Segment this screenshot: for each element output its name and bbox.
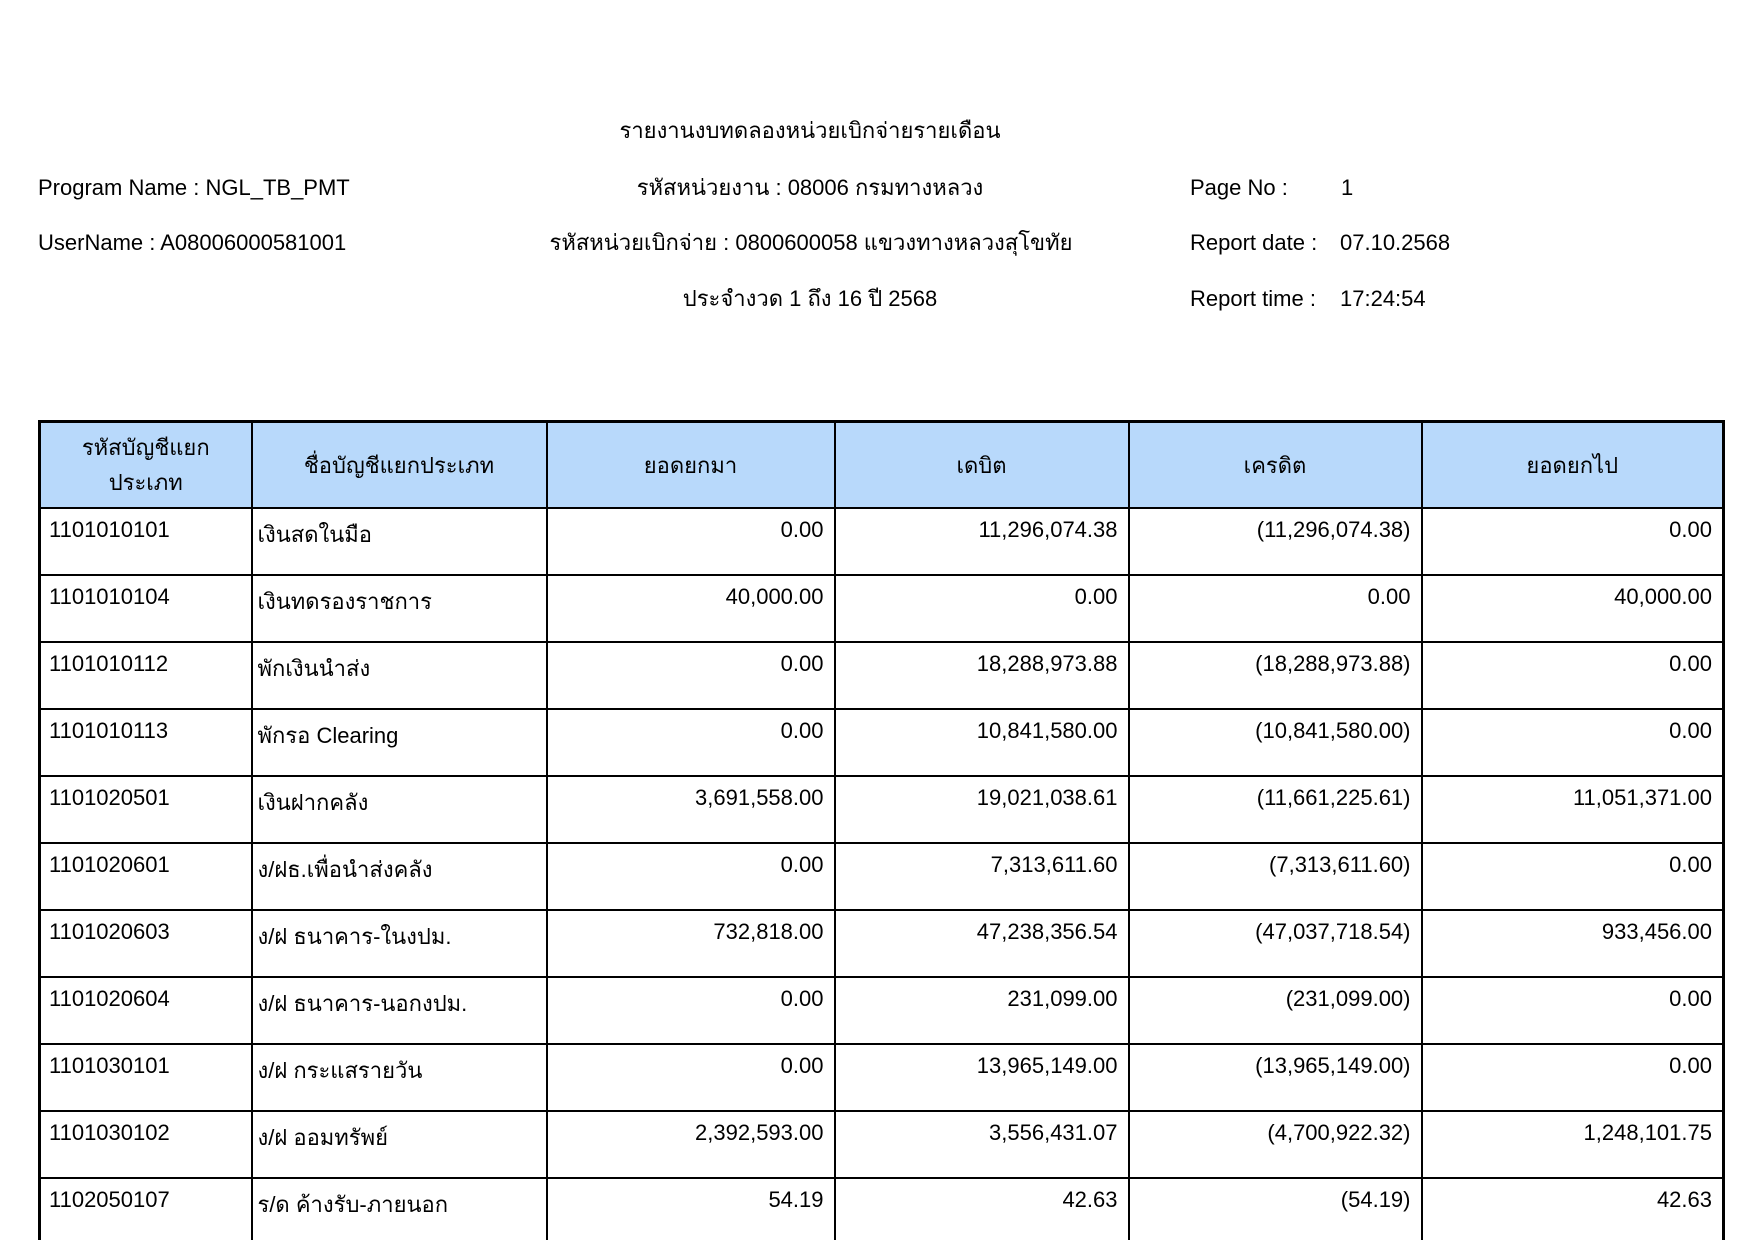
opening-balance-cell: 0.00 xyxy=(547,1044,835,1111)
closing-balance-cell: 933,456.00 xyxy=(1422,910,1724,977)
account-code-cell: 1101020604 xyxy=(40,977,252,1044)
table-body xyxy=(40,508,1724,1240)
account-code-cell: 1101010104 xyxy=(40,575,252,642)
opening-balance-cell: 0.00 xyxy=(547,642,835,709)
debit-cell: 3,556,431.07 xyxy=(835,1111,1129,1178)
account-name-cell: ง/ฝ ออมทรัพย์ xyxy=(252,1111,547,1178)
disbursing-unit-code: รหัสหน่วยเบิกจ่าย : 0800600058 แขวงทางหลวงสุโขทัย xyxy=(549,230,1073,255)
report-period: ประจำงวด 1 ถึง 16 ปี 2568 xyxy=(682,286,938,311)
debit-cell: 11,296,074.38 xyxy=(835,508,1129,575)
debit-cell: 18,288,973.88 xyxy=(835,642,1129,709)
credit-cell: (4,700,922.32) xyxy=(1129,1111,1422,1178)
report-time-value: 17:24:54 xyxy=(1340,286,1426,311)
table-row xyxy=(40,1044,1724,1111)
closing-balance-cell: 0.00 xyxy=(1422,508,1724,575)
account-code-cell: 1101010112 xyxy=(40,642,252,709)
table-row xyxy=(40,1178,1724,1240)
opening-balance-cell: 2,392,593.00 xyxy=(547,1111,835,1178)
account-name-cell: เงินฝากคลัง xyxy=(252,776,547,843)
debit-cell: 231,099.00 xyxy=(835,977,1129,1044)
table-row xyxy=(40,508,1724,575)
account-code-cell: 1101020603 xyxy=(40,910,252,977)
column-header-closing-balance: ยอดยกไป xyxy=(1422,422,1724,509)
table-row xyxy=(40,575,1724,642)
column-header-account-name: ชื่อบัญชีแยกประเภท xyxy=(252,422,547,509)
table-row xyxy=(40,977,1724,1044)
credit-cell: (7,313,611.60) xyxy=(1129,843,1422,910)
closing-balance-cell: 40,000.00 xyxy=(1422,575,1724,642)
closing-balance-cell: 0.00 xyxy=(1422,1044,1724,1111)
account-name-cell: ง/ฝ ธนาคาร-ในงปม. xyxy=(252,910,547,977)
closing-balance-cell: 0.00 xyxy=(1422,642,1724,709)
agency-code: รหัสหน่วยงาน : 08006 กรมทางหลวง xyxy=(636,175,984,200)
account-code-cell: 1101010101 xyxy=(40,508,252,575)
table-row xyxy=(40,910,1724,977)
column-header-credit: เครดิต xyxy=(1129,422,1422,509)
account-code-cell: 1102050107 xyxy=(40,1178,252,1240)
closing-balance-cell: 0.00 xyxy=(1422,843,1724,910)
closing-balance-cell: 1,248,101.75 xyxy=(1422,1111,1724,1178)
closing-balance-cell: 0.00 xyxy=(1422,977,1724,1044)
account-name-cell: พักเงินนำส่ง xyxy=(252,642,547,709)
debit-cell: 7,313,611.60 xyxy=(835,843,1129,910)
column-header-debit: เดบิต xyxy=(835,422,1129,509)
credit-cell: (10,841,580.00) xyxy=(1129,709,1422,776)
opening-balance-cell: 3,691,558.00 xyxy=(547,776,835,843)
closing-balance-cell: 0.00 xyxy=(1422,709,1724,776)
account-name-cell: ร/ด ค้างรับ-ภายนอก xyxy=(252,1178,547,1240)
page-no-value: 1 xyxy=(1341,175,1354,200)
user-name: UserName : A08006000581001 xyxy=(38,230,347,255)
account-code-cell: 1101020601 xyxy=(40,843,252,910)
table-header-row xyxy=(40,422,1724,509)
credit-cell: (231,099.00) xyxy=(1129,977,1422,1044)
credit-cell: (13,965,149.00) xyxy=(1129,1044,1422,1111)
table-row xyxy=(40,642,1724,709)
credit-cell: (11,661,225.61) xyxy=(1129,776,1422,843)
opening-balance-cell: 732,818.00 xyxy=(547,910,835,977)
table-row xyxy=(40,843,1724,910)
report-date-value: 07.10.2568 xyxy=(1340,230,1451,255)
program-name: Program Name : NGL_TB_PMT xyxy=(38,175,350,200)
report-time-label: Report time : xyxy=(1190,286,1316,311)
debit-cell: 42.63 xyxy=(835,1178,1129,1240)
report-title: รายงานงบทดลองหน่วยเบิกจ่ายรายเดือน xyxy=(619,118,1001,143)
debit-cell: 47,238,356.54 xyxy=(835,910,1129,977)
account-name-cell: ง/ฝ ธนาคาร-นอกงปม. xyxy=(252,977,547,1044)
report-date-label: Report date : xyxy=(1190,230,1318,255)
account-name-cell: เงินทดรองราชการ xyxy=(252,575,547,642)
column-header-opening-balance: ยอดยกมา xyxy=(547,422,835,509)
opening-balance-cell: 0.00 xyxy=(547,977,835,1044)
closing-balance-cell: 42.63 xyxy=(1422,1178,1724,1240)
debit-cell: 13,965,149.00 xyxy=(835,1044,1129,1111)
opening-balance-cell: 0.00 xyxy=(547,709,835,776)
account-name-cell: เงินสดในมือ xyxy=(252,508,547,575)
account-code-cell: 1101030101 xyxy=(40,1044,252,1111)
account-name-cell: พักรอ Clearing xyxy=(252,709,547,776)
page-no-label: Page No : xyxy=(1190,175,1288,200)
debit-cell: 0.00 xyxy=(835,575,1129,642)
debit-cell: 10,841,580.00 xyxy=(835,709,1129,776)
account-name-cell: ง/ฝ กระแสรายวัน xyxy=(252,1044,547,1111)
account-name-cell: ง/ฝธ.เพื่อนำส่งคลัง xyxy=(252,843,547,910)
table-row xyxy=(40,776,1724,843)
credit-cell: (54.19) xyxy=(1129,1178,1422,1240)
credit-cell: (47,037,718.54) xyxy=(1129,910,1422,977)
closing-balance-cell: 11,051,371.00 xyxy=(1422,776,1724,843)
trial-balance-table xyxy=(38,420,1725,1240)
opening-balance-cell: 40,000.00 xyxy=(547,575,835,642)
opening-balance-cell: 54.19 xyxy=(547,1178,835,1240)
opening-balance-cell: 0.00 xyxy=(547,843,835,910)
credit-cell: 0.00 xyxy=(1129,575,1422,642)
account-code-cell: 1101010113 xyxy=(40,709,252,776)
account-code-cell: 1101020501 xyxy=(40,776,252,843)
table-row xyxy=(40,1111,1724,1178)
column-header-account-code: รหัสบัญชีแยกประเภท xyxy=(40,422,252,509)
opening-balance-cell: 0.00 xyxy=(547,508,835,575)
table-row xyxy=(40,709,1724,776)
credit-cell: (11,296,074.38) xyxy=(1129,508,1422,575)
credit-cell: (18,288,973.88) xyxy=(1129,642,1422,709)
account-code-cell: 1101030102 xyxy=(40,1111,252,1178)
debit-cell: 19,021,038.61 xyxy=(835,776,1129,843)
